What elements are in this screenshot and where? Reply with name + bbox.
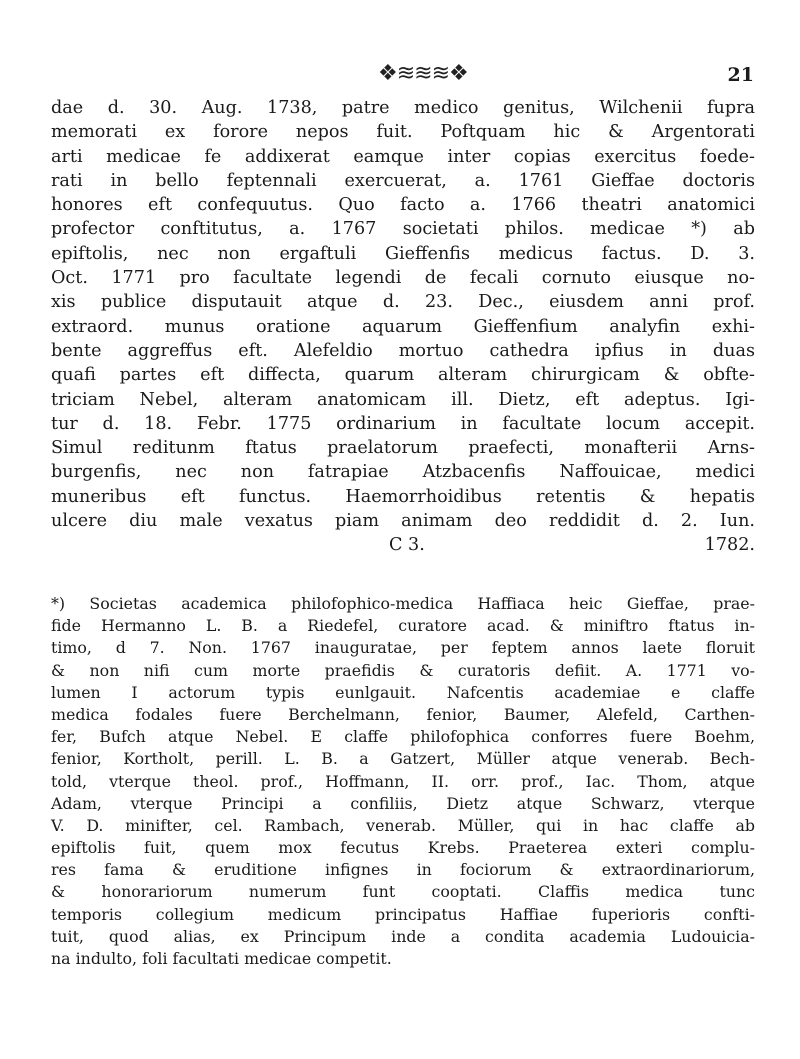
footnote-line: temporis collegium medicum principatus Haffiae fuperioris confti-	[51, 904, 755, 924]
page-number: 21	[727, 64, 754, 86]
footnote-line: fer, Bufch atque Nebel. E claffe philofophica conforres fuere Boehm,	[51, 727, 755, 747]
footnote-line: fide Hermanno L. B. a Riedefel, curatore acad. & miniftro ftatus in-	[51, 616, 755, 636]
footnote-line: told, vterque theol. prof., Hoffmann, II. orr. prof., Iac. Thom, atque	[51, 771, 755, 791]
footnote-line: *) Societas academica philofophico-medica Haffiaca heic Gieffae, prae-	[51, 594, 755, 613]
footnote-line: Adam, vterque Principi a confiliis, Dietz atque Schwarz, vterque	[51, 793, 755, 813]
footnote-line: & non nifi cum morte praefidis & curatoris defiit. A. 1771 vo-	[51, 660, 755, 680]
footnote-line: res fama & eruditione infignes in fociorum & extraordinariorum,	[51, 860, 755, 880]
text-line: memorati ex forore nepos fuit. Poftquam hic & Argentorati	[51, 122, 755, 143]
footnote-line: lumen I actorum typis eunlgauit. Nafcentis academiae e claffe	[51, 682, 755, 702]
footnote-line: V. D. minifter, cel. Rambach, venerab. Müller, qui in hac claffe ab	[51, 815, 755, 835]
catchword: 1782.	[704, 535, 755, 556]
footnote-line: epiftolis fuit, quem mox fecutus Krebs. Praeterea exteri complu-	[51, 838, 755, 858]
footnote-line: medica fodales fuere Berchelmann, fenior, Baumer, Alefeld, Carthen-	[51, 704, 755, 724]
signature-mark: C 3.	[389, 535, 425, 556]
text-line: bente aggreffus eft. Alefeldio mortuo cathedra ipfius in duas	[51, 340, 755, 361]
footnote-line: na indulto, foli facultati medicae competit.	[51, 949, 392, 968]
text-line: quafi partes eft diffecta, quarum alteram chirurgicam & obfte-	[51, 365, 755, 386]
footnote-line: fenior, Kortholt, perill. L. B. a Gatzert, Müller atque venerab. Bech-	[51, 749, 755, 769]
text-line: burgenfis, nec non fatrapiae Atzbacenfis Naffouicae, medici	[51, 462, 755, 483]
text-line: tur d. 18. Febr. 1775 ordinarium in facultate locum accepit.	[51, 413, 755, 434]
text-line: triciam Nebel, alteram anatomicam ill. Dietz, eft adeptus. Igi-	[51, 389, 755, 410]
text-line: Oct. 1771 pro facultate legendi de fecali cornuto eiusque no-	[51, 268, 755, 289]
catchline	[51, 533, 755, 557]
text-line: Simul reditunm ftatus praelatorum praefecti, monafterii Arns-	[51, 438, 755, 459]
text-line: ulcere diu male vexatus piam animam deo reddidit d. 2. Iun.	[51, 511, 755, 532]
text-line: extraord. munus oratione aquarum Gieffenfium analyfin exhi-	[51, 316, 755, 337]
text-line: muneribus eft functus. Haemorrhoidibus retentis & hepatis	[51, 486, 755, 507]
text-line: rati in bello feptennali exercuerat, a. 1761 Gieffae doctoris	[51, 170, 755, 191]
header-ornament: ❖≋≋≋❖	[378, 60, 468, 86]
page-header	[0, 58, 800, 88]
text-line: profector conftitutus, a. 1767 societati philos. medicae *) ab	[51, 219, 755, 240]
text-line: dae d. 30. Aug. 1738, patre medico genitus, Wilchenii fupra	[51, 98, 755, 118]
footnote-line: tuit, quod alias, ex Principum inde a condita academia Ludouicia-	[51, 926, 755, 946]
text-line: arti medicae fe addixerat eamque inter copias exercitus foede-	[51, 146, 755, 167]
text-line: honores eft confequutus. Quo facto a. 1766 theatri anatomici	[51, 195, 755, 216]
text-line: epiftolis, nec non ergaftuli Gieffenfis medicus factus. D. 3.	[51, 243, 755, 264]
main-text	[51, 96, 755, 558]
text-line: xis publice disputauit atque d. 23. Dec., eiusdem anni prof.	[51, 292, 755, 313]
footnote-block	[51, 593, 755, 970]
footnote-line: timo, d 7. Non. 1767 inauguratae, per feptem annos laete floruit	[51, 638, 755, 658]
footnote-line: & honorariorum numerum funt cooptati. Claffis medica tunc	[51, 882, 755, 902]
